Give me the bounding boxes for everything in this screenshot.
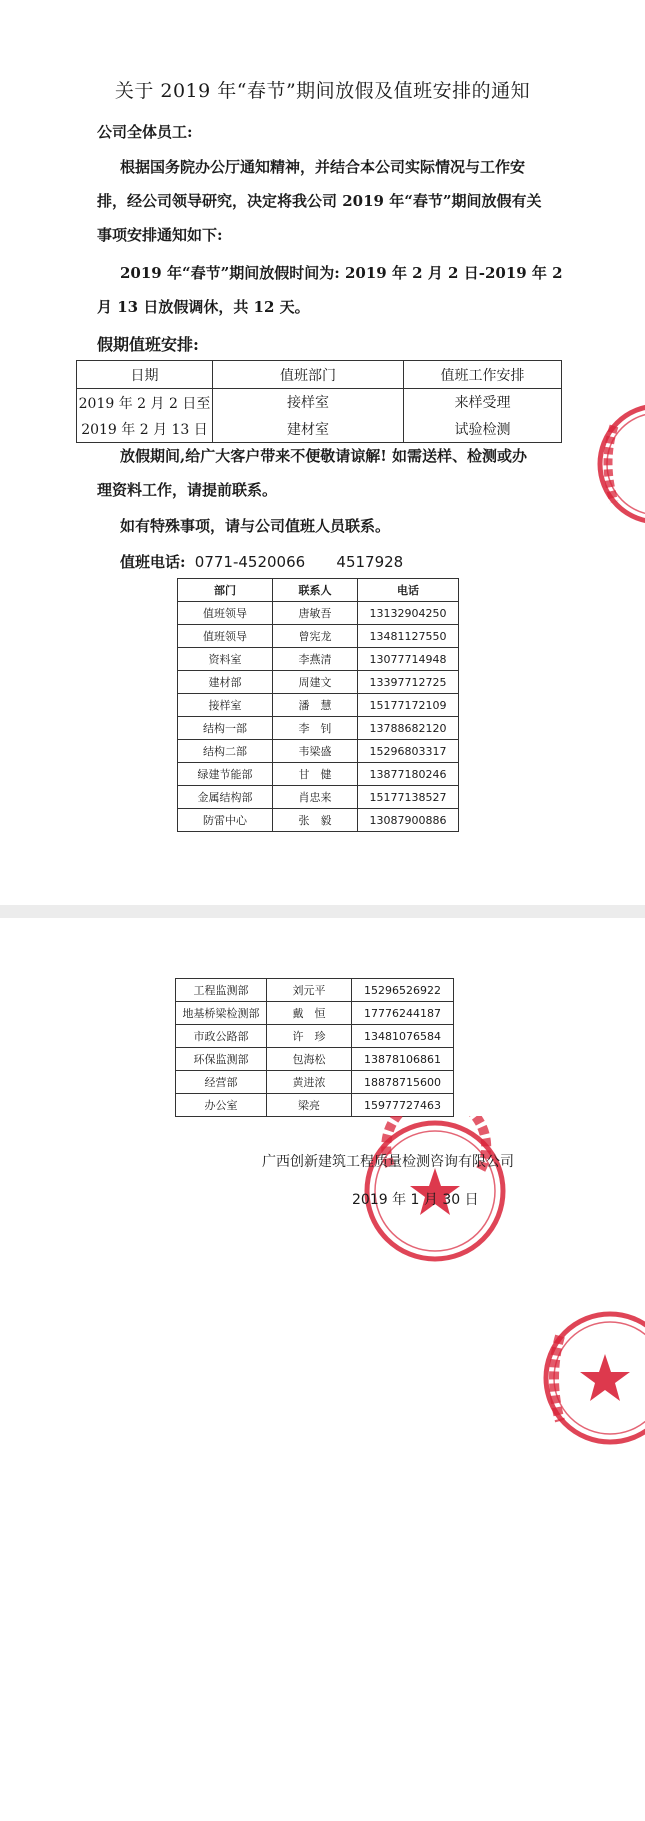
contact-phone: 13481127550 [358, 625, 459, 648]
salutation: 公司全体员工: [97, 123, 193, 141]
contacts-header-dept: 部门 [178, 579, 273, 602]
duty-dept-cell: 建材室 [213, 416, 404, 443]
contact-dept: 值班领导 [178, 602, 273, 625]
duty-date-line-2: 2019 年 2 月 13 日 [81, 421, 208, 438]
company-signature: 广西创新建筑工程质量检测咨询有限公司 [262, 1154, 514, 1170]
duty-header-date: 日期 [77, 361, 213, 389]
duty-phone-label: 值班电话: [120, 553, 186, 571]
contact-person: 张 毅 [273, 809, 358, 832]
contact-phone: 13087900886 [358, 809, 459, 832]
duty-date-line-1: 2019 年 2 月 2 日至 [78, 395, 211, 412]
notice-title: 关于 2019 年“春节”期间放假及值班安排的通知 [114, 80, 531, 102]
contact-dept: 地基桥梁检测部 [176, 1002, 267, 1025]
contact-person: 肖忠来 [273, 786, 358, 809]
contact-row [176, 1002, 454, 1025]
contact-phone: 13788682120 [358, 717, 459, 740]
notice-date: 2019 年 1 月 30 日 [352, 1192, 479, 1208]
duty-task-cell: 试验检测 [404, 416, 562, 443]
contact-phone: 15296526922 [352, 979, 454, 1002]
page-1 [0, 0, 645, 905]
contact-person: 刘元平 [267, 979, 352, 1002]
contact-row [176, 1071, 454, 1094]
contact-person: 许 珍 [267, 1025, 352, 1048]
duty-date-cell [77, 389, 213, 443]
contact-dept: 防雷中心 [178, 809, 273, 832]
contacts-table-1 [177, 578, 459, 832]
contact-row [178, 717, 459, 740]
contacts-header-phone: 电话 [358, 579, 459, 602]
holiday-line-1: 2019 年“春节”期间放假时间为: 2019 年 2 月 2 日-2019 年 2 [120, 264, 563, 282]
intro-line-1: 根据国务院办公厅通知精神，并结合本公司实际情况与工作安 [120, 158, 526, 176]
contact-row [178, 763, 459, 786]
contact-dept: 绿建节能部 [178, 763, 273, 786]
contact-phone: 15977727463 [352, 1094, 454, 1117]
company-seal-partial-2 [530, 1306, 645, 1456]
note-line-1: 放假期间,给广大客户带来不便敬请谅解! 如需送样、检测或办 [120, 447, 528, 465]
contact-dept: 建材部 [178, 671, 273, 694]
contact-person: 李 钊 [273, 717, 358, 740]
contact-dept: 办公室 [176, 1094, 267, 1117]
contacts-table-2 [175, 978, 454, 1117]
intro-line-2: 排，经公司领导研究，决定将我公司 2019 年“春节”期间放假有关 [97, 192, 542, 210]
duty-header-dept: 值班部门 [213, 361, 404, 389]
contact-person: 李燕清 [273, 648, 358, 671]
contact-phone: 13481076584 [352, 1025, 454, 1048]
duty-table-row [77, 389, 562, 416]
contact-dept: 结构一部 [178, 717, 273, 740]
duty-phone-1: 0771-4520066 [194, 553, 306, 571]
contact-row [178, 625, 459, 648]
contact-dept: 结构二部 [178, 740, 273, 763]
contact-phone: 13878106861 [352, 1048, 454, 1071]
duty-table-header-row [77, 361, 562, 389]
contact-row [176, 1048, 454, 1071]
contact-person: 唐敏吾 [273, 602, 358, 625]
contact-row [178, 671, 459, 694]
duty-heading: 假期值班安排: [97, 335, 199, 354]
contacts-header-person: 联系人 [273, 579, 358, 602]
note-line-2: 理资料工作，请提前联系。 [97, 481, 278, 499]
contact-person: 戴 恒 [267, 1002, 352, 1025]
contact-phone: 17776244187 [352, 1002, 454, 1025]
contact-dept: 资料室 [178, 648, 273, 671]
contact-person: 韦梁盛 [273, 740, 358, 763]
contact-dept: 市政公路部 [176, 1025, 267, 1048]
contact-dept: 值班领导 [178, 625, 273, 648]
contact-row [178, 694, 459, 717]
contact-dept: 接样室 [178, 694, 273, 717]
contact-person: 梁亮 [267, 1094, 352, 1117]
contact-phone: 15296803317 [358, 740, 459, 763]
special-line: 如有特殊事项，请与公司值班人员联系。 [120, 517, 391, 535]
contact-phone: 15177138527 [358, 786, 459, 809]
contact-row [178, 648, 459, 671]
duty-dept-cell: 接样室 [213, 389, 404, 416]
duty-schedule-table [76, 360, 562, 443]
contact-person: 周建文 [273, 671, 358, 694]
contact-row [176, 1094, 454, 1117]
contact-person: 曾宪龙 [273, 625, 358, 648]
duty-header-task: 值班工作安排 [404, 361, 562, 389]
contact-row [176, 1025, 454, 1048]
contact-dept: 工程监测部 [176, 979, 267, 1002]
contact-phone: 13397712725 [358, 671, 459, 694]
contact-phone: 13077714948 [358, 648, 459, 671]
contact-row [178, 809, 459, 832]
contact-row [178, 740, 459, 763]
holiday-line-2: 月 13 日放假调休，共 12 天。 [97, 298, 310, 316]
intro-line-3: 事项安排通知如下: [97, 226, 223, 244]
duty-phone-2: 4517928 [336, 553, 404, 571]
contact-phone: 15177172109 [358, 694, 459, 717]
contact-phone: 13877180246 [358, 763, 459, 786]
contact-dept: 环保监测部 [176, 1048, 267, 1071]
duty-task-cell: 来样受理 [404, 389, 562, 416]
contact-dept: 金属结构部 [178, 786, 273, 809]
page-2 [0, 918, 645, 1821]
contact-person: 黄进浓 [267, 1071, 352, 1094]
contact-person: 包海松 [267, 1048, 352, 1071]
contact-phone: 18878715600 [352, 1071, 454, 1094]
contact-person: 潘 慧 [273, 694, 358, 717]
duty-phone-line [120, 551, 403, 572]
contact-row [176, 979, 454, 1002]
contact-person: 甘 健 [273, 763, 358, 786]
contact-dept: 经营部 [176, 1071, 267, 1094]
contacts-header-row [178, 579, 459, 602]
contact-phone: 13132904250 [358, 602, 459, 625]
contact-row [178, 602, 459, 625]
company-seal-partial-1 [588, 402, 645, 532]
contact-row [178, 786, 459, 809]
